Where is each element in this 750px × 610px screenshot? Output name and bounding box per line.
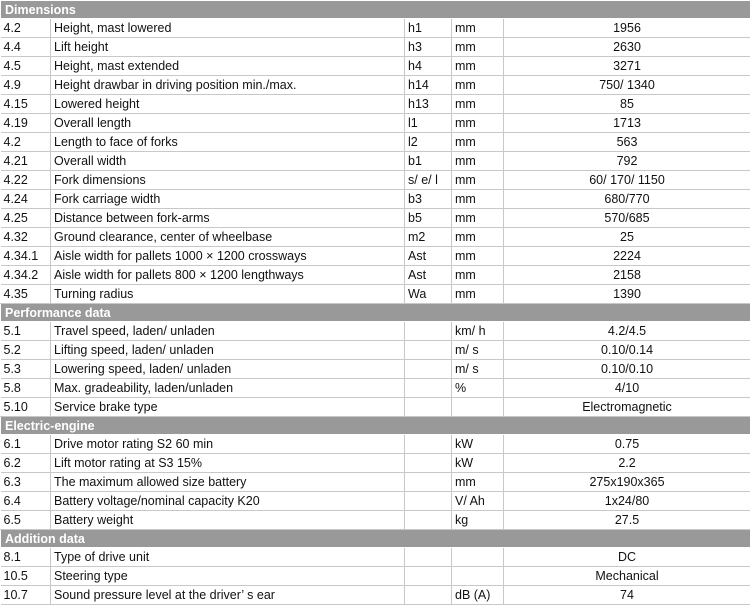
table-row <box>1 209 750 228</box>
spec-value: 275x190x365 <box>504 473 750 492</box>
spec-value: 2630 <box>504 38 750 57</box>
spec-code: 6.3 <box>1 473 51 492</box>
spec-unit: mm <box>452 19 504 38</box>
spec-value: 1713 <box>504 114 750 133</box>
spec-unit: dB (A) <box>452 586 504 605</box>
spec-label: Lowering speed, laden/ unladen <box>51 360 405 379</box>
spec-value: 25 <box>504 228 750 247</box>
table-row <box>1 19 750 38</box>
table-row <box>1 322 750 341</box>
section-title: Addition data <box>1 530 750 548</box>
spec-code: 4.2 <box>1 133 51 152</box>
spec-label: Max. gradeability, laden/unladen <box>51 379 405 398</box>
spec-code: 6.2 <box>1 454 51 473</box>
spec-value: 570/685 <box>504 209 750 228</box>
table-row <box>1 511 750 530</box>
spec-value: 60/ 170/ 1150 <box>504 171 750 190</box>
spec-symbol <box>405 322 452 341</box>
spec-symbol: h4 <box>405 57 452 76</box>
spec-unit: mm <box>452 152 504 171</box>
spec-label: Lift motor rating at S3 15% <box>51 454 405 473</box>
spec-value: 680/770 <box>504 190 750 209</box>
spec-unit: mm <box>452 266 504 285</box>
spec-label: Service brake type <box>51 398 405 417</box>
spec-code: 4.34.2 <box>1 266 51 285</box>
spec-unit: mm <box>452 76 504 95</box>
spec-symbol <box>405 548 452 567</box>
spec-unit: mm <box>452 190 504 209</box>
table-row <box>1 228 750 247</box>
table-row <box>1 266 750 285</box>
spec-value: 792 <box>504 152 750 171</box>
table-row <box>1 473 750 492</box>
spec-code: 4.15 <box>1 95 51 114</box>
spec-symbol: l2 <box>405 133 452 152</box>
spec-code: 4.22 <box>1 171 51 190</box>
spec-symbol <box>405 454 452 473</box>
table-row <box>1 379 750 398</box>
spec-unit <box>452 398 504 417</box>
spec-code: 6.5 <box>1 511 51 530</box>
spec-unit: mm <box>452 133 504 152</box>
spec-unit: V/ Ah <box>452 492 504 511</box>
table-row <box>1 360 750 379</box>
spec-label: Aisle width for pallets 1000 × 1200 crossways <box>51 247 405 266</box>
spec-code: 5.3 <box>1 360 51 379</box>
table-row <box>1 114 750 133</box>
spec-value: 563 <box>504 133 750 152</box>
spec-unit: mm <box>452 228 504 247</box>
spec-code: 4.25 <box>1 209 51 228</box>
spec-value: 1390 <box>504 285 750 304</box>
spec-value: 1x24/80 <box>504 492 750 511</box>
spec-code: 4.2 <box>1 19 51 38</box>
spec-symbol: b5 <box>405 209 452 228</box>
table-row <box>1 171 750 190</box>
spec-symbol: h3 <box>405 38 452 57</box>
spec-label: Height, mast lowered <box>51 19 405 38</box>
spec-code: 4.4 <box>1 38 51 57</box>
spec-label: Travel speed, laden/ unladen <box>51 322 405 341</box>
spec-code: 4.5 <box>1 57 51 76</box>
table-row <box>1 38 750 57</box>
spec-value: 2224 <box>504 247 750 266</box>
spec-code: 10.5 <box>1 567 51 586</box>
spec-unit: mm <box>452 209 504 228</box>
table-row <box>1 57 750 76</box>
table-row <box>1 341 750 360</box>
spec-symbol <box>405 379 452 398</box>
spec-symbol: s/ e/ l <box>405 171 452 190</box>
spec-label: Lifting speed, laden/ unladen <box>51 341 405 360</box>
spec-value: 1956 <box>504 19 750 38</box>
spec-value: 3271 <box>504 57 750 76</box>
spec-label: Turning radius <box>51 285 405 304</box>
spec-code: 4.32 <box>1 228 51 247</box>
spec-symbol <box>405 473 452 492</box>
spec-symbol <box>405 567 452 586</box>
spec-value: 0.75 <box>504 435 750 454</box>
spec-value: 27.5 <box>504 511 750 530</box>
spec-unit: mm <box>452 171 504 190</box>
spec-symbol <box>405 341 452 360</box>
table-row <box>1 247 750 266</box>
spec-code: 6.1 <box>1 435 51 454</box>
spec-label: Lift height <box>51 38 405 57</box>
spec-unit: kW <box>452 454 504 473</box>
table-row <box>1 95 750 114</box>
table-row <box>1 435 750 454</box>
section-header <box>1 530 750 548</box>
spec-unit <box>452 548 504 567</box>
spec-symbol: m2 <box>405 228 452 247</box>
spec-symbol <box>405 435 452 454</box>
spec-symbol: h1 <box>405 19 452 38</box>
spec-label: Drive motor rating S2 60 min <box>51 435 405 454</box>
table-row <box>1 152 750 171</box>
spec-unit: mm <box>452 247 504 266</box>
spec-value: DC <box>504 548 750 567</box>
table-row <box>1 567 750 586</box>
spec-label: Height drawbar in driving position min./max. <box>51 76 405 95</box>
spec-unit: mm <box>452 114 504 133</box>
spec-symbol <box>405 398 452 417</box>
spec-code: 4.24 <box>1 190 51 209</box>
spec-label: Distance between fork-arms <box>51 209 405 228</box>
spec-table-body <box>1 1 750 605</box>
spec-symbol <box>405 511 452 530</box>
spec-label: Battery voltage/nominal capacity K20 <box>51 492 405 511</box>
spec-symbol: Ast <box>405 266 452 285</box>
spec-symbol: l1 <box>405 114 452 133</box>
table-row <box>1 398 750 417</box>
spec-symbol <box>405 586 452 605</box>
spec-code: 6.4 <box>1 492 51 511</box>
spec-unit: mm <box>452 285 504 304</box>
spec-code: 5.2 <box>1 341 51 360</box>
spec-label: The maximum allowed size battery <box>51 473 405 492</box>
spec-unit: m/ s <box>452 341 504 360</box>
spec-value: 85 <box>504 95 750 114</box>
spec-symbol <box>405 492 452 511</box>
spec-code: 4.9 <box>1 76 51 95</box>
section-title: Dimensions <box>1 1 750 19</box>
spec-symbol: b3 <box>405 190 452 209</box>
spec-label: Battery weight <box>51 511 405 530</box>
section-title: Electric-engine <box>1 417 750 435</box>
spec-label: Type of drive unit <box>51 548 405 567</box>
spec-symbol: h14 <box>405 76 452 95</box>
table-row <box>1 76 750 95</box>
spec-label: Lowered height <box>51 95 405 114</box>
spec-label: Overall length <box>51 114 405 133</box>
spec-label: Fork dimensions <box>51 171 405 190</box>
section-header <box>1 1 750 19</box>
spec-code: 5.1 <box>1 322 51 341</box>
spec-label: Length to face of forks <box>51 133 405 152</box>
spec-symbol: h13 <box>405 95 452 114</box>
spec-unit: kW <box>452 435 504 454</box>
spec-value: Electromagnetic <box>504 398 750 417</box>
table-row <box>1 492 750 511</box>
spec-label: Steering type <box>51 567 405 586</box>
spec-code: 4.21 <box>1 152 51 171</box>
spec-unit: mm <box>452 57 504 76</box>
table-row <box>1 454 750 473</box>
spec-code: 5.10 <box>1 398 51 417</box>
spec-symbol: Wa <box>405 285 452 304</box>
spec-code: 4.34.1 <box>1 247 51 266</box>
spec-label: Fork carriage width <box>51 190 405 209</box>
spec-code: 4.19 <box>1 114 51 133</box>
spec-symbol: Ast <box>405 247 452 266</box>
spec-label: Sound pressure level at the driver’ s ear <box>51 586 405 605</box>
spec-value: 0.10/0.10 <box>504 360 750 379</box>
table-row <box>1 548 750 567</box>
spec-value: 4.2/4.5 <box>504 322 750 341</box>
spec-unit: m/ s <box>452 360 504 379</box>
spec-symbol: b1 <box>405 152 452 171</box>
spec-label: Ground clearance, center of wheelbase <box>51 228 405 247</box>
spec-unit: mm <box>452 473 504 492</box>
section-header <box>1 417 750 435</box>
spec-value: 74 <box>504 586 750 605</box>
spec-unit: mm <box>452 38 504 57</box>
spec-unit: km/ h <box>452 322 504 341</box>
spec-label: Overall width <box>51 152 405 171</box>
spec-code: 4.35 <box>1 285 51 304</box>
spec-value: Mechanical <box>504 567 750 586</box>
section-header <box>1 304 750 322</box>
spec-value: 4/10 <box>504 379 750 398</box>
spec-unit <box>452 567 504 586</box>
spec-symbol <box>405 360 452 379</box>
section-title: Performance data <box>1 304 750 322</box>
table-row <box>1 133 750 152</box>
spec-label: Height, mast extended <box>51 57 405 76</box>
spec-value: 0.10/0.14 <box>504 341 750 360</box>
spec-label: Aisle width for pallets 800 × 1200 lengthways <box>51 266 405 285</box>
spec-value: 2158 <box>504 266 750 285</box>
spec-code: 10.7 <box>1 586 51 605</box>
spec-value: 2.2 <box>504 454 750 473</box>
spec-unit: % <box>452 379 504 398</box>
table-row <box>1 586 750 605</box>
spec-code: 5.8 <box>1 379 51 398</box>
spec-value: 750/ 1340 <box>504 76 750 95</box>
spec-code: 8.1 <box>1 548 51 567</box>
spec-unit: kg <box>452 511 504 530</box>
spec-unit: mm <box>452 95 504 114</box>
table-row <box>1 285 750 304</box>
table-row <box>1 190 750 209</box>
